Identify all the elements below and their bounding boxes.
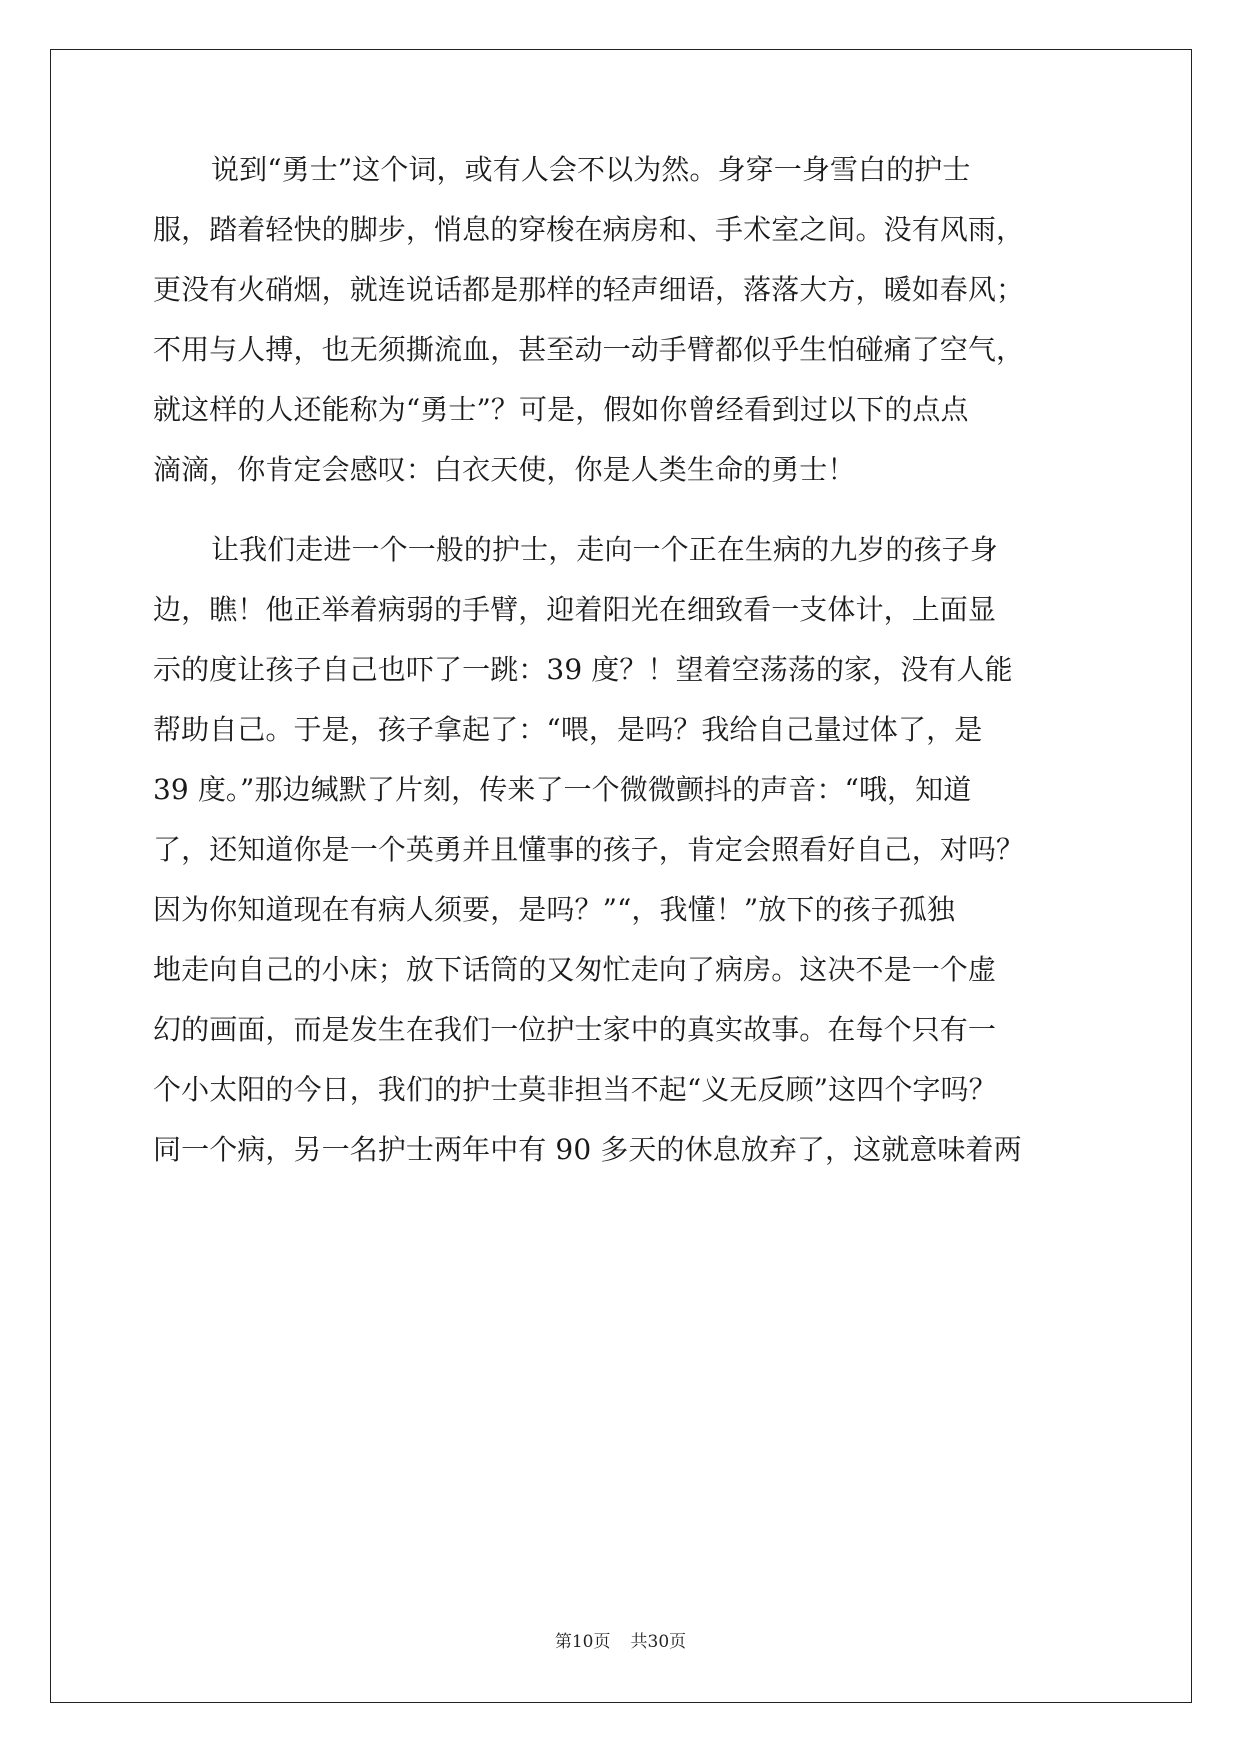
text-line: 幻的画面，而是发生在我们一位护士家中的真实故事。在每个只有一 [153,1013,997,1046]
text-line: 因为你知道现在有病人须要，是吗？”“，我懂！”放下的孩子孤独 [153,893,955,926]
text-line: 帮助自己。于是，孩子拿起了：“喂，是吗？我给自己量过体了，是 [153,713,983,746]
text-line: 不用与人搏，也无须撕流血，甚至动一动手臂都似乎生怕碰痛了空气， [153,333,1025,366]
text-line: 示的度让孩子自己也吓了一跳：39 度？！望着空荡荡的家，没有人能 [153,653,1013,686]
text-line: 同一个病，另一名护士两年中有 90 多天的休息放弃了，这就意味着两 [153,1133,1022,1166]
text-line: 让我们走进一个一般的护士，走向一个正在生病的九岁的孩子身 [211,533,998,566]
text-line: 个小太阳的今日，我们的护士莫非担当不起“义无反顾”这四个字吗？ [153,1073,997,1106]
text-line: 39 度。”那边缄默了片刻，传来了一个微微颤抖的声音：“哦，知道 [153,773,972,806]
text-line: 边，瞧！他正举着病弱的手臂，迎着阳光在细致看一支体计，上面显 [153,593,997,626]
page-number: 第10页 [554,1632,611,1652]
text-line: 地走向自己的小床；放下话筒的又匆忙走向了病房。这决不是一个虚 [153,953,997,986]
page-total: 共30页 [630,1632,687,1652]
text-line: 服，踏着轻快的脚步，悄息的穿梭在病房和、手术室之间。没有风雨， [153,213,1025,246]
text-line: 就这样的人还能称为“勇士”？可是，假如你曾经看到过以下的点点 [153,393,969,426]
text-line: 说到“勇士”这个词，或有人会不以为然。身穿一身雪白的护士 [211,153,971,186]
text-line: 滴滴，你肯定会感叹：白衣天使，你是人类生命的勇士！ [153,453,856,486]
page-footer [0,1627,1241,1652]
text-line: 更没有火硝烟，就连说话都是那样的轻声细语，落落大方，暖如春风； [153,273,1025,306]
text-line: 了，还知道你是一个英勇并且懂事的孩子，肯定会照看好自己，对吗？ [153,833,1025,866]
